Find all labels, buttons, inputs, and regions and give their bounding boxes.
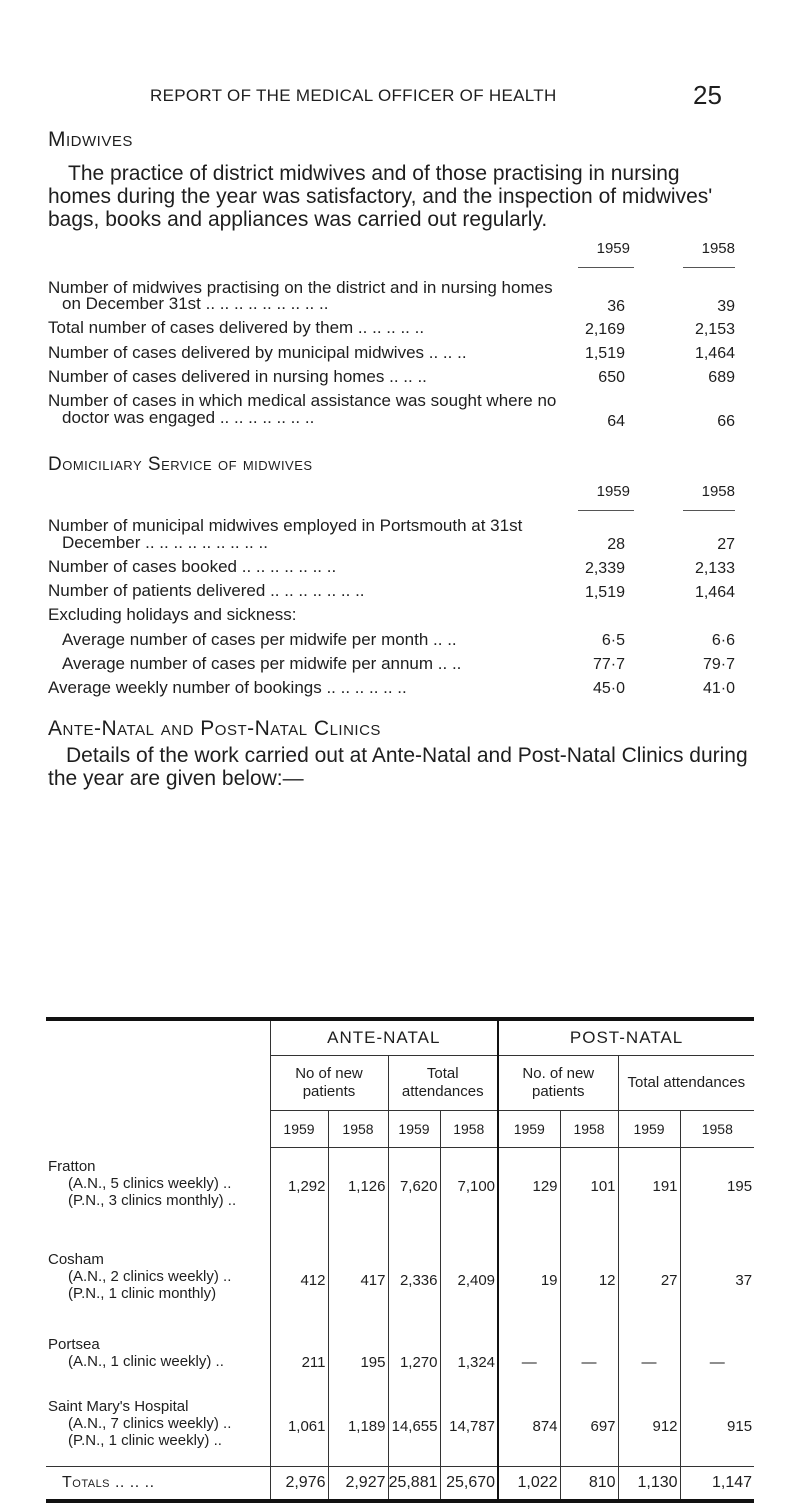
midwives-value: 2,153	[694, 321, 735, 338]
year-header: 1959	[388, 1111, 440, 1148]
domiciliary-value: 1,519	[584, 584, 625, 601]
midwives-value: 650	[598, 369, 625, 386]
page-number: 25	[693, 80, 722, 110]
clinic-detail: (P.N., 3 clinics monthly) ..	[68, 1191, 237, 1209]
year-header: 1958	[328, 1111, 388, 1148]
cell-value: 7,620	[388, 1148, 440, 1237]
cell-value: —	[680, 1322, 754, 1386]
cell-value: 417	[328, 1237, 388, 1322]
year-header: 1958	[680, 1111, 754, 1148]
domiciliary-row-label: Excluding holidays and sickness:	[48, 605, 297, 624]
cell-value: 14,655	[388, 1386, 440, 1467]
total-value: 810	[560, 1466, 618, 1501]
cell-value: 2,336	[388, 1237, 440, 1322]
table-row	[46, 1322, 754, 1386]
domiciliary-value: 6·5	[601, 632, 625, 649]
clinic-name: Cosham	[48, 1250, 104, 1268]
total-value: 1,130	[618, 1466, 680, 1501]
post-new-patients-header: No. of new patients	[498, 1056, 618, 1111]
cell-value: 1,270	[388, 1322, 440, 1386]
total-value: 1,147	[680, 1466, 754, 1501]
table-row	[46, 1148, 754, 1237]
total-value: 2,927	[328, 1466, 388, 1501]
clinic-detail: (A.N., 2 clinics weekly) ..	[68, 1267, 232, 1285]
midwives-row-label: Total number of cases delivered by them .. .. .. .. ..	[48, 318, 425, 337]
year-header: 1959	[270, 1111, 328, 1148]
cell-value: 412	[270, 1237, 328, 1322]
midwives-value: 64	[607, 413, 625, 430]
total-value: 25,881	[388, 1466, 440, 1501]
cell-value: 1,292	[270, 1148, 328, 1237]
domiciliary-heading: Domiciliary Service of midwives	[48, 454, 313, 475]
post-natal-header: POST-NATAL	[498, 1019, 754, 1056]
totals-label: Totals .. .. ..	[46, 1466, 270, 1501]
midwives-paragraph: The practice of district midwives and of those practising in nursing homes during the year was satisfactory, and the inspection of midwives' bags, books and appliances was carried out regularly.	[48, 162, 713, 231]
domiciliary-value: 1,464	[694, 584, 735, 601]
total-value: 1,022	[498, 1466, 560, 1501]
midwives-value: 1,519	[584, 345, 625, 362]
cell-value: 195	[680, 1148, 754, 1237]
clinics-heading: Ante-Natal and Post-Natal Clinics	[48, 717, 381, 740]
year-header: 1959	[618, 1111, 680, 1148]
table-row	[46, 1237, 754, 1322]
cell-value: —	[618, 1322, 680, 1386]
running-head-title: REPORT OF THE MEDICAL OFFICER OF HEALTH	[150, 86, 557, 105]
midwives-row-label: Number of midwives practising on the district and in nursing homes	[48, 278, 553, 297]
year-header: 1958	[560, 1111, 618, 1148]
midwives-value: 66	[717, 413, 735, 430]
cell-value: 1,126	[328, 1148, 388, 1237]
cell-value: 697	[560, 1386, 618, 1467]
midwives-row-label: Number of cases delivered by municipal midwives .. .. ..	[48, 343, 467, 362]
clinic-detail: (A.N., 7 clinics weekly) ..	[68, 1414, 232, 1432]
total-value: 25,670	[440, 1466, 498, 1501]
clinic-detail: (P.N., 1 clinic monthly)	[68, 1284, 217, 1302]
domiciliary-row-label: Number of patients delivered .. .. .. .. .. .. ..	[48, 581, 365, 600]
midwives-row-label: on December 31st .. .. .. .. .. .. .. .. ..	[62, 294, 329, 313]
cell-value: 14,787	[440, 1386, 498, 1467]
domiciliary-value: 79·7	[702, 656, 735, 673]
clinic-detail: (P.N., 1 clinic weekly) ..	[68, 1431, 222, 1449]
domiciliary-value: 28	[607, 536, 625, 553]
cell-value: 211	[270, 1322, 328, 1386]
cell-value: 912	[618, 1386, 680, 1467]
midwives-row-label: Number of cases delivered in nursing homes .. .. ..	[48, 367, 427, 386]
ante-natal-header: ANTE-NATAL	[270, 1019, 498, 1056]
table-row	[46, 1386, 754, 1467]
cell-value: 101	[560, 1148, 618, 1237]
cell-value: 874	[498, 1386, 560, 1467]
clinic-detail: (A.N., 5 clinics weekly) ..	[68, 1174, 232, 1192]
domiciliary-row-label: Average number of cases per midwife per month .. ..	[62, 630, 457, 649]
total-value: 2,976	[270, 1466, 328, 1501]
domiciliary-value: 2,133	[694, 560, 735, 577]
domiciliary-value: 77·7	[592, 656, 625, 673]
midwives-value: 689	[708, 369, 735, 386]
domiciliary-value: 6·6	[711, 632, 735, 649]
domiciliary-col-1959: 1959	[596, 483, 630, 500]
domiciliary-value: 45·0	[592, 680, 625, 697]
midwives-row-label: Number of cases in which medical assistance was sought where no	[48, 391, 557, 410]
cell-value: 129	[498, 1148, 560, 1237]
cell-value: 7,100	[440, 1148, 498, 1237]
cell-value: 1,061	[270, 1386, 328, 1467]
clinic-name: Saint Mary's Hospital	[48, 1397, 189, 1415]
clinic-name: Portsea	[48, 1335, 100, 1353]
year-header: 1959	[498, 1111, 560, 1148]
cell-value: 37	[680, 1237, 754, 1322]
domiciliary-value: 27	[717, 536, 735, 553]
midwives-col-1959: 1959	[596, 240, 630, 257]
cell-value: 195	[328, 1322, 388, 1386]
cell-value: 191	[618, 1148, 680, 1237]
year-header: 1958	[440, 1111, 498, 1148]
ante-total-attendances-header: Total attendances	[388, 1056, 498, 1111]
cell-value: 2,409	[440, 1237, 498, 1322]
domiciliary-col-1958: 1958	[701, 483, 735, 500]
clinics-paragraph: Details of the work carried out at Ante-Natal and Post-Natal Clinics during the year are given below:—	[48, 744, 748, 790]
cell-value: 915	[680, 1386, 754, 1467]
clinic-name: Fratton	[48, 1157, 96, 1175]
midwives-value: 1,464	[694, 345, 735, 362]
midwives-col-1958: 1958	[701, 240, 735, 257]
domiciliary-row-label: Average weekly number of bookings .. .. .. .. .. ..	[48, 678, 407, 697]
midwives-value: 2,169	[584, 321, 625, 338]
cell-value: —	[560, 1322, 618, 1386]
midwives-value: 36	[607, 298, 625, 315]
post-total-attendances-header: Total attendances	[618, 1056, 754, 1111]
domiciliary-row-label: Average number of cases per midwife per annum .. ..	[62, 654, 462, 673]
domiciliary-row-label: December .. .. .. .. .. .. .. .. ..	[62, 533, 268, 552]
domiciliary-row-label: Number of cases booked .. .. .. .. .. .. ..	[48, 557, 337, 576]
midwives-value: 39	[717, 298, 735, 315]
cell-value: 1,324	[440, 1322, 498, 1386]
clinics-table	[46, 1017, 754, 1503]
domiciliary-row-label: Number of municipal midwives employed in Portsmouth at 31st	[48, 516, 523, 535]
cell-value: —	[498, 1322, 560, 1386]
cell-value: 27	[618, 1237, 680, 1322]
ante-new-patients-header: No of new patients	[270, 1056, 388, 1111]
midwives-heading: Midwives	[48, 128, 133, 151]
domiciliary-value: 2,339	[584, 560, 625, 577]
cell-value: 19	[498, 1237, 560, 1322]
domiciliary-value: 41·0	[702, 680, 735, 697]
cell-value: 12	[560, 1237, 618, 1322]
midwives-row-label: doctor was engaged .. .. .. .. .. .. ..	[62, 408, 315, 427]
clinic-detail: (A.N., 1 clinic weekly) ..	[68, 1352, 224, 1370]
totals-row	[46, 1466, 754, 1501]
cell-value: 1,189	[328, 1386, 388, 1467]
